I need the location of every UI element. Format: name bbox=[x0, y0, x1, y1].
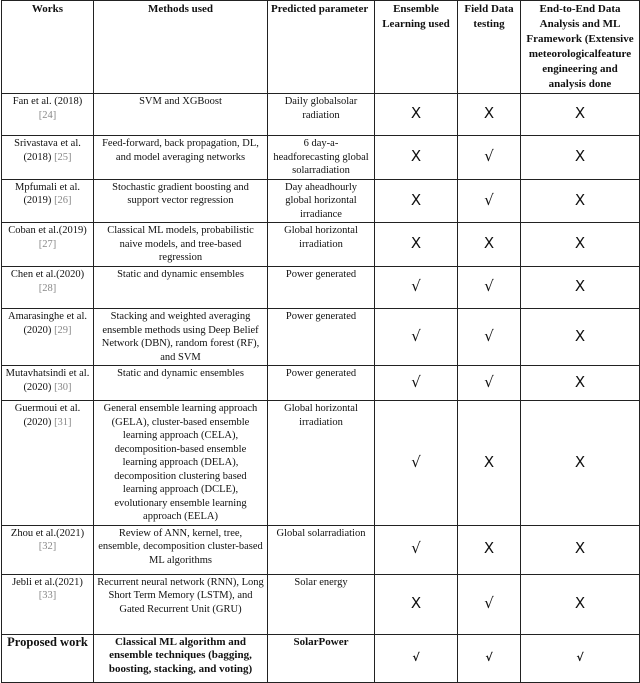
reference-link[interactable]: [28] bbox=[38, 282, 57, 294]
work-cell bbox=[2, 574, 94, 634]
parameter-cell: Power generated bbox=[268, 309, 375, 366]
header-ensemble: Ensemble Learning used bbox=[375, 1, 458, 94]
work-cell bbox=[2, 179, 94, 223]
field-data-mark: √ bbox=[458, 309, 521, 366]
table-row bbox=[2, 179, 640, 223]
work-cell bbox=[2, 267, 94, 309]
work-cell bbox=[2, 366, 94, 401]
method-cell: SVM and XGBoost bbox=[94, 94, 268, 136]
reference-link[interactable]: [26] bbox=[54, 195, 72, 206]
header-end-to-end: End-to-End Data Analysis and ML Framework (Extensive meteorologicalfeature engineering and analysis done bbox=[521, 1, 640, 94]
method-cell: Static and dynamic ensembles bbox=[94, 366, 268, 401]
table-row bbox=[2, 267, 640, 309]
parameter-cell: Global horizontal irradiation bbox=[268, 223, 375, 267]
end-to-end-mark: Χ bbox=[521, 179, 640, 223]
ensemble-mark: √ bbox=[375, 267, 458, 309]
table-row bbox=[2, 309, 640, 366]
table-row bbox=[2, 401, 640, 526]
field-data-mark: √ bbox=[458, 179, 521, 223]
method-cell: Classical ML models, probabilistic naive models, and tree-based regression bbox=[94, 223, 268, 267]
end-to-end-mark: Χ bbox=[521, 136, 640, 180]
end-to-end-mark: Χ bbox=[521, 366, 640, 401]
end-to-end-mark: Χ bbox=[521, 223, 640, 267]
ensemble-mark: Χ bbox=[375, 179, 458, 223]
work-cell bbox=[2, 223, 94, 267]
work-name: Srivastava et al. (2018) bbox=[14, 138, 81, 163]
end-to-end-mark: Χ bbox=[521, 309, 640, 366]
method-cell: Feed-forward, back propagation, DL, and model averaging networks bbox=[94, 136, 268, 180]
end-to-end-mark: Χ bbox=[521, 574, 640, 634]
end-to-end-mark: Χ bbox=[521, 401, 640, 526]
work-cell: Proposed work bbox=[2, 634, 94, 682]
field-data-mark: Χ bbox=[458, 94, 521, 136]
header-predicted-parameter: Predicted parameter bbox=[268, 1, 375, 94]
table-row bbox=[2, 136, 640, 180]
work-cell bbox=[2, 525, 94, 574]
method-cell: Static and dynamic ensembles bbox=[94, 267, 268, 309]
parameter-cell: SolarPower bbox=[268, 634, 375, 682]
work-name: Zhou et al.(2021) bbox=[10, 527, 85, 539]
ensemble-mark: √ bbox=[375, 309, 458, 366]
header-field-data: Field Data testing bbox=[458, 1, 521, 94]
field-data-mark: √ bbox=[458, 634, 521, 682]
ensemble-mark: Χ bbox=[375, 136, 458, 180]
method-cell: Stochastic gradient boosting and support vector regression bbox=[94, 179, 268, 223]
ensemble-mark: √ bbox=[375, 366, 458, 401]
reference-link[interactable]: [24] bbox=[38, 109, 57, 121]
method-cell: Review of ANN, kernel, tree, ensemble, decomposition cluster-based ML algorithms bbox=[94, 525, 268, 574]
ensemble-mark: √ bbox=[375, 525, 458, 574]
parameter-cell: Power generated bbox=[268, 366, 375, 401]
proposed-work-row bbox=[2, 634, 640, 682]
field-data-mark: √ bbox=[458, 366, 521, 401]
work-name: Jebli et al.(2021) bbox=[12, 576, 83, 588]
header-works: Works bbox=[2, 1, 94, 94]
table-row bbox=[2, 94, 640, 136]
work-name: Fan et al. (2018) bbox=[12, 96, 83, 107]
parameter-cell: Power generated bbox=[268, 267, 375, 309]
ensemble-mark: Χ bbox=[375, 94, 458, 136]
method-cell: Stacking and weighted averaging ensemble methods using Deep Belief Network (DBN), random forest (RF), and SVM bbox=[94, 309, 268, 366]
field-data-mark: √ bbox=[458, 136, 521, 180]
comparison-table bbox=[1, 0, 640, 683]
work-cell bbox=[2, 136, 94, 180]
reference-link[interactable]: [33] bbox=[38, 590, 57, 601]
end-to-end-mark: √ bbox=[521, 634, 640, 682]
parameter-cell: 6 day-a-headforecasting global solarradiation bbox=[268, 136, 375, 180]
ensemble-mark: √ bbox=[375, 401, 458, 526]
field-data-mark: Χ bbox=[458, 401, 521, 526]
reference-link[interactable]: [25] bbox=[54, 151, 72, 163]
header-row bbox=[2, 1, 640, 94]
work-name: Mutavhatsindi et al. (2020) bbox=[5, 368, 90, 393]
work-name: Guermoui et al. (2020) bbox=[14, 403, 81, 428]
header-methods: Methods used bbox=[94, 1, 268, 94]
reference-link[interactable]: [30] bbox=[54, 381, 72, 393]
work-name: Coban et al.(2019) bbox=[8, 225, 87, 236]
parameter-cell: Global solarradiation bbox=[268, 525, 375, 574]
table-row bbox=[2, 525, 640, 574]
reference-link[interactable]: [31] bbox=[54, 416, 72, 428]
work-cell bbox=[2, 309, 94, 366]
method-cell: General ensemble learning approach (GELA), cluster-based ensemble learning approach (CELA), decomposition-based ensemble learning approach (DELA), decomposition clustering based learning approach (DCLE), evolutionary ensemble learning approach (EELA) bbox=[94, 401, 268, 526]
parameter-cell: Global horizontal irradiation bbox=[268, 401, 375, 526]
parameter-cell: Daily globalsolar radiation bbox=[268, 94, 375, 136]
table-row bbox=[2, 223, 640, 267]
field-data-mark: √ bbox=[458, 574, 521, 634]
parameter-cell: Day aheadhourly global horizontal irradiance bbox=[268, 179, 375, 223]
work-name: Chen et al.(2020) bbox=[10, 269, 85, 280]
ensemble-mark: Χ bbox=[375, 574, 458, 634]
end-to-end-mark: Χ bbox=[521, 267, 640, 309]
method-cell: Recurrent neural network (RNN), Long Short Term Memory (LSTM), and Gated Recurrent Unit (GRU) bbox=[94, 574, 268, 634]
table-row bbox=[2, 574, 640, 634]
field-data-mark: √ bbox=[458, 267, 521, 309]
field-data-mark: Χ bbox=[458, 223, 521, 267]
work-cell bbox=[2, 94, 94, 136]
end-to-end-mark: Χ bbox=[521, 525, 640, 574]
ensemble-mark: √ bbox=[375, 634, 458, 682]
end-to-end-mark: Χ bbox=[521, 94, 640, 136]
table-row bbox=[2, 366, 640, 401]
reference-link[interactable]: [32] bbox=[38, 541, 57, 552]
method-cell: Classical ML algorithm and ensemble techniques (bagging, boosting, stacking, and voting) bbox=[94, 634, 268, 682]
reference-link[interactable]: [29] bbox=[54, 324, 72, 336]
parameter-cell: Solar energy bbox=[268, 574, 375, 634]
work-cell bbox=[2, 401, 94, 526]
field-data-mark: Χ bbox=[458, 525, 521, 574]
reference-link[interactable]: [27] bbox=[38, 238, 57, 250]
work-name: Mpfumali et al. (2019) bbox=[14, 181, 81, 206]
work-name: Amarasinghe et al.(2020) bbox=[7, 311, 87, 336]
ensemble-mark: Χ bbox=[375, 223, 458, 267]
